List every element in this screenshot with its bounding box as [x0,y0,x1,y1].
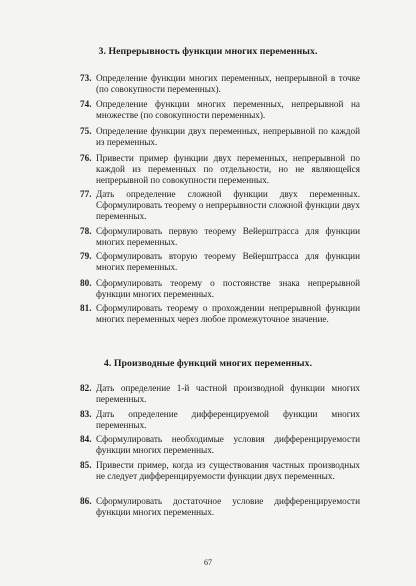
section-4-title: 4. Производные функций многих переменных. [103,358,313,369]
list-item [80,99,360,121]
item-number: 84. [80,434,92,444]
item-text: Сформулировать теорему о постоянстве знака непрерывной функции многих переменных. [96,278,360,300]
item-text: Дать определение дифференцируемой функции многих переменных. [96,409,360,431]
list-item [80,278,360,300]
list-item [80,434,360,456]
item-number: 85. [80,460,92,470]
item-number: 81. [80,303,92,313]
item-text: Сформулировать теорему о прохождении непрерывной функции многих переменных через любое промежуточное значение. [96,303,360,325]
list-item [80,383,360,405]
item-number: 75. [80,126,92,136]
item-text: Привести пример, когда из существования частных производных не следует дифференцируемости функции двух переменных. [96,460,360,482]
item-number: 77. [80,189,92,199]
list-item [80,460,360,482]
list-item [80,409,360,431]
item-number: 82. [80,383,92,393]
item-text: Определение функции многих переменных, непрерывной на множестве (по совокупности переменных). [96,99,360,121]
item-text: Определение функции двух переменных, непрерывной по каждой из переменных. [96,126,360,148]
item-text: Дать определение сложной функции двух переменных. Сформулировать теорему о непрерывности сложной функции двух переменных. [96,189,360,222]
list-item [80,496,360,518]
item-number: 76. [80,153,92,163]
list-item [80,189,360,223]
list-item [80,73,360,95]
item-number: 83. [80,409,92,419]
item-number: 86. [80,496,92,506]
list-item [80,251,360,273]
page-number: 67 [204,558,212,567]
list-item [80,303,360,325]
item-number: 78. [80,226,92,236]
item-text: Дать определение 1-й частной производной функции многих переменных. [96,383,360,405]
section-3-title: 3. Непрерывность функции многих переменных. [98,46,318,57]
item-text: Сформулировать достаточное условие дифференцируемости функции многих переменных. [96,496,360,518]
item-number: 73. [80,73,92,83]
item-number: 79. [80,251,92,261]
item-text: Определение функции многих переменных, непрерывной в точке (по совокупности переменных). [96,73,360,95]
list-item [80,126,360,148]
item-text: Сформулировать необходимые условия дифференцируемости функции многих переменных. [96,434,360,456]
item-text: Сформулировать первую теорему Вейерштрасса для функции многих переменных. [96,226,360,248]
item-text: Сформулировать вторую теорему Вейерштрасса для функции многих переменных. [96,251,360,273]
item-number: 74. [80,99,92,109]
item-number: 80. [80,278,92,288]
list-item [80,153,360,187]
list-item [80,226,360,248]
item-text: Привести пример функции двух переменных, непрерывной по каждой из переменных по отдельности, но не являющейся непрерывной по совокупности переменных. [96,153,360,186]
